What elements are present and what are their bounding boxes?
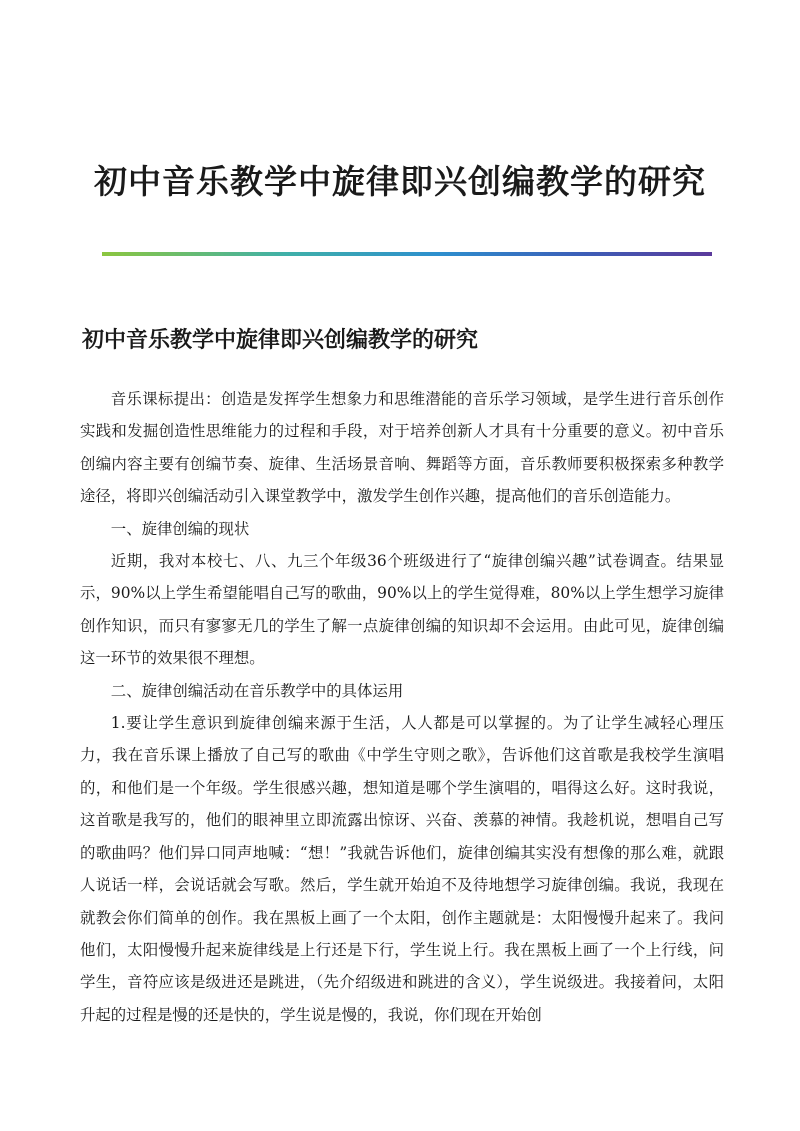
survey-paragraph: 近期，我对本校七、八、九三个年级36个班级进行了“旋律创编兴趣”试卷调查。结果显示，90%以上学生希望能唱自己写的歌曲，90%以上的学生觉得难，80%以上学生想学习旋律创作知识，而只有寥寥无几的学生了解一点旋律创编的知识却不会运用。由此可见，旋律创编这一环节的效果很不理想。 — [80, 552, 724, 668]
title-divider — [102, 252, 712, 256]
article-body — [80, 383, 724, 1031]
article-heading: 初中音乐教学中旋律即兴创编教学的研究 — [82, 327, 479, 353]
intro-paragraph: 音乐课标提出：创造是发挥学生想象力和思维潜能的音乐学习领域，是学生进行音乐创作实践和发掘创造性思维能力的过程和手段，对于培养创新人才具有十分重要的意义。初中音乐创编内容主要有创编节奏、旋律、生活场景音响、舞蹈等方面，音乐教师要积极探索多种教学途径，将即兴创编活动引入课堂教学中，激发学生创作兴趣，提高他们的音乐创造能力。 — [80, 390, 724, 506]
section-heading-application: 二、旋律创编活动在音乐教学中的具体运用 — [110, 681, 404, 700]
application-paragraph: 1.要让学生意识到旋律创编来源于生活，人人都是可以掌握的。为了让学生减轻心理压力，我在音乐课上播放了自己写的歌曲《中学生守则之歌》，告诉他们这首歌是我校学生演唱的，和他们是一个年级。学生很感兴趣，想知道是哪个学生演唱的，唱得这么好。这时我说，这首歌是我写的，他们的眼神里立即流露出惊讶、兴奋、羡慕的神情。我趁机说，想唱自己写的歌曲吗？他们异口同声地喊：“想！”我就告诉他们，旋律创编其实没有想像的那么难，就跟人说话一样，会说话就会写歌。然后，学生就开始迫不及待地想学习旋律创编。我说，我现在就教会你们简单的创作。我在黑板上画了一个太阳，创作主题就是：太阳慢慢升起来了。我问他们，太阳慢慢升起来旋律线是上行还是下行，学生说上行。我在黑板上画了一个上行线，问学生，音符应该是级进还是跳进，（先介绍级进和跳进的含义），学生说级进。我接着问，太阳升起的过程是慢的还是快的，学生说是慢的，我说，你们现在开始创 — [80, 714, 724, 1024]
section-heading-status: 一、旋律创编的现状 — [110, 519, 250, 538]
page-title: 初中音乐教学中旋律即兴创编教学的研究 — [94, 162, 706, 201]
